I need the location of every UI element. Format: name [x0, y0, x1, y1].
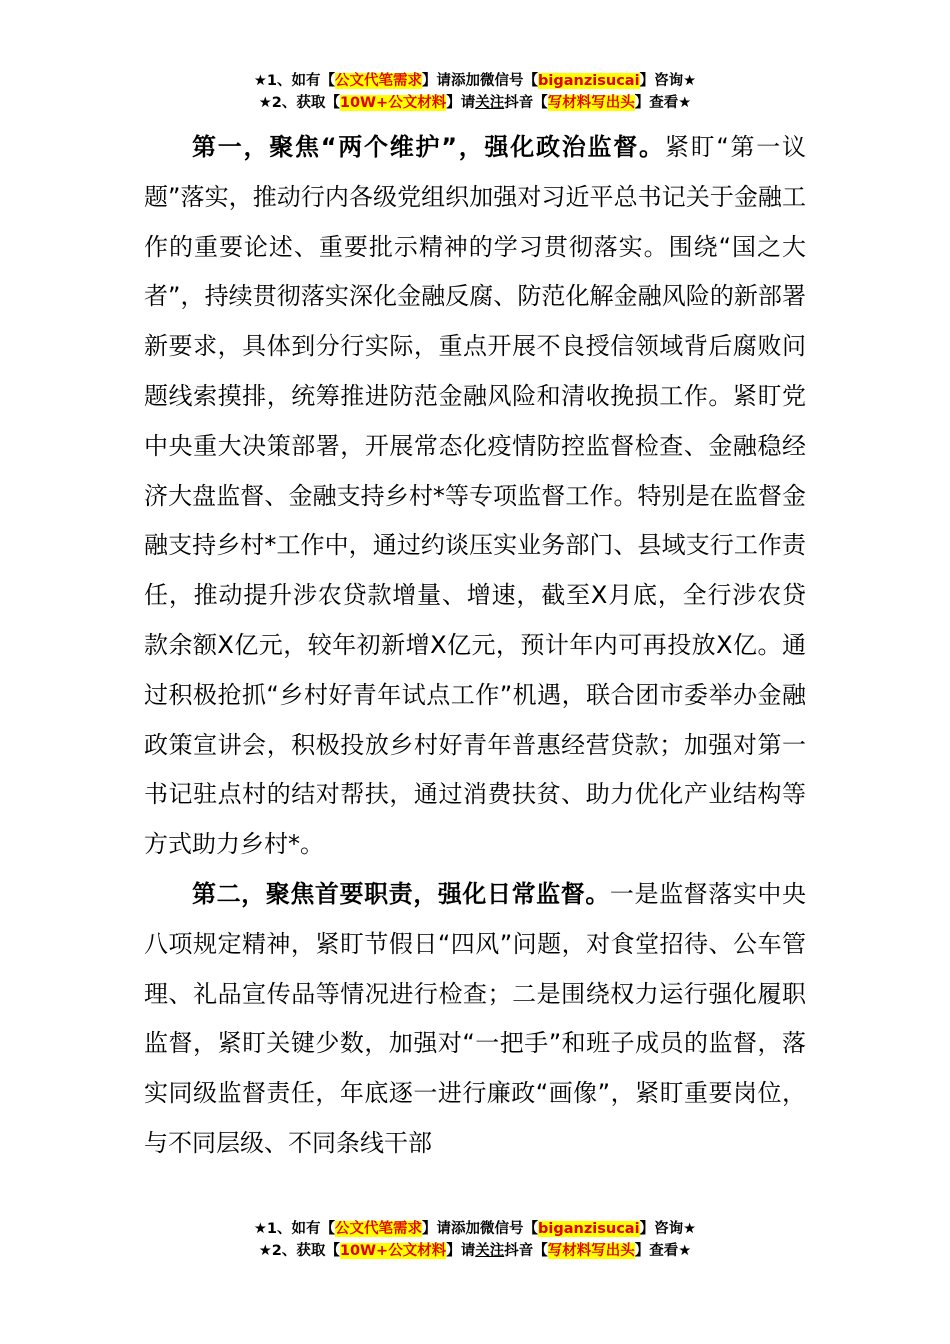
promo-line-1-middle: 】请添加微信号【 [422, 1221, 539, 1237]
promo-follow-underlined: 关注 [475, 95, 505, 111]
paragraph-political-supervision [144, 123, 806, 870]
promo-line-1 [0, 1218, 950, 1240]
promo-line-2-middle-before: 】请 [446, 1243, 476, 1259]
promo-highlight-douyin-account: 写材料写出头 [547, 1243, 635, 1259]
paragraph-text: 一是监督落实中央八项规定精神，紧盯节假日“四风”问题，对食堂招待、公车管理、礼品宣传品等情况进行检查；二是围绕权力运行强化履职监督，紧盯关键少数，加强对“一把手”和班子成员的监督，落实同级监督责任，年底逐一进行廉政“画像”，紧盯重要岗位，与不同层级、不同条线干部 [144, 879, 807, 1157]
paragraph-daily-supervision [144, 870, 806, 1169]
promo-line-2-suffix: 】查看★ [634, 95, 692, 111]
promo-line-1 [0, 70, 950, 92]
document-body [144, 123, 806, 1169]
promo-highlight-writing-service: 公文代笔需求 [335, 73, 423, 89]
paragraph-lead-heading: 第二，聚焦首要职责，强化日常监督。 [192, 879, 610, 908]
promo-line-2 [0, 1240, 950, 1262]
promo-line-1-middle: 】请添加微信号【 [422, 73, 539, 89]
promo-banner-top [0, 70, 950, 114]
promo-banner-bottom [0, 1218, 950, 1262]
promo-line-2-middle-after: 抖音【 [504, 95, 548, 111]
paragraph-text: 紧盯“第一议题”落实，推动行内各级党组织加强对习近平总书记关于金融工作的重要论述、重要批示精神的学习贯彻落实。围绕“国之大者”，持续贯彻落实深化金融反腐、防范化解金融风险的新部署新要求，具体到分行实际，重点开展不良授信领域背后腐败问题线索摸排，统筹推进防范金融风险和清收挽损工作。紧盯党中央重大决策部署，开展常态化疫情防控监督检查、金融稳经济大盘监督、金融支持乡村*等专项监督工作。特别是在监督金融支持乡村*工作中，通过约谈压实业务部门、县域支行工作责任，推动提升涉农贷款增量、增速，截至X月底，全行涉农贷款余额X亿元，较年初新增X亿元，预计年内可再投放X亿。通过积极抢抓“乡村好青年试点工作”机遇，联合团市委举办金融政策宣讲会，积极投放乡村好青年普惠经营贷款；加强对第一书记驻点村的结对帮扶，通过消费扶贫、助力优化产业结构等方式助力乡村*。 [144, 133, 806, 859]
promo-line-2 [0, 92, 950, 114]
promo-highlight-douyin-account: 写材料写出头 [547, 95, 635, 111]
promo-highlight-materials: 10W+公文材料 [339, 95, 447, 111]
promo-line-2-prefix: ★2、获取【 [258, 95, 340, 111]
promo-line-2-middle-before: 】请 [446, 95, 476, 111]
promo-line-1-suffix: 】咨询★ [639, 1221, 697, 1237]
paragraph-lead-heading: 第一，聚焦“两个维护”，强化政治监督。 [192, 133, 665, 161]
promo-line-2-middle-after: 抖音【 [504, 1243, 548, 1259]
promo-highlight-wechat-id: biganzisucai [538, 1221, 640, 1237]
promo-highlight-writing-service: 公文代笔需求 [335, 1221, 423, 1237]
promo-line-1-suffix: 】咨询★ [639, 73, 697, 89]
promo-line-2-prefix: ★2、获取【 [258, 1243, 340, 1259]
promo-follow-underlined: 关注 [475, 1243, 505, 1259]
promo-line-2-suffix: 】查看★ [634, 1243, 692, 1259]
promo-line-1-prefix: ★1、如有【 [253, 1221, 336, 1237]
promo-highlight-materials: 10W+公文材料 [339, 1243, 447, 1259]
promo-highlight-wechat-id: biganzisucai [538, 73, 640, 89]
promo-line-1-prefix: ★1、如有【 [253, 73, 336, 89]
